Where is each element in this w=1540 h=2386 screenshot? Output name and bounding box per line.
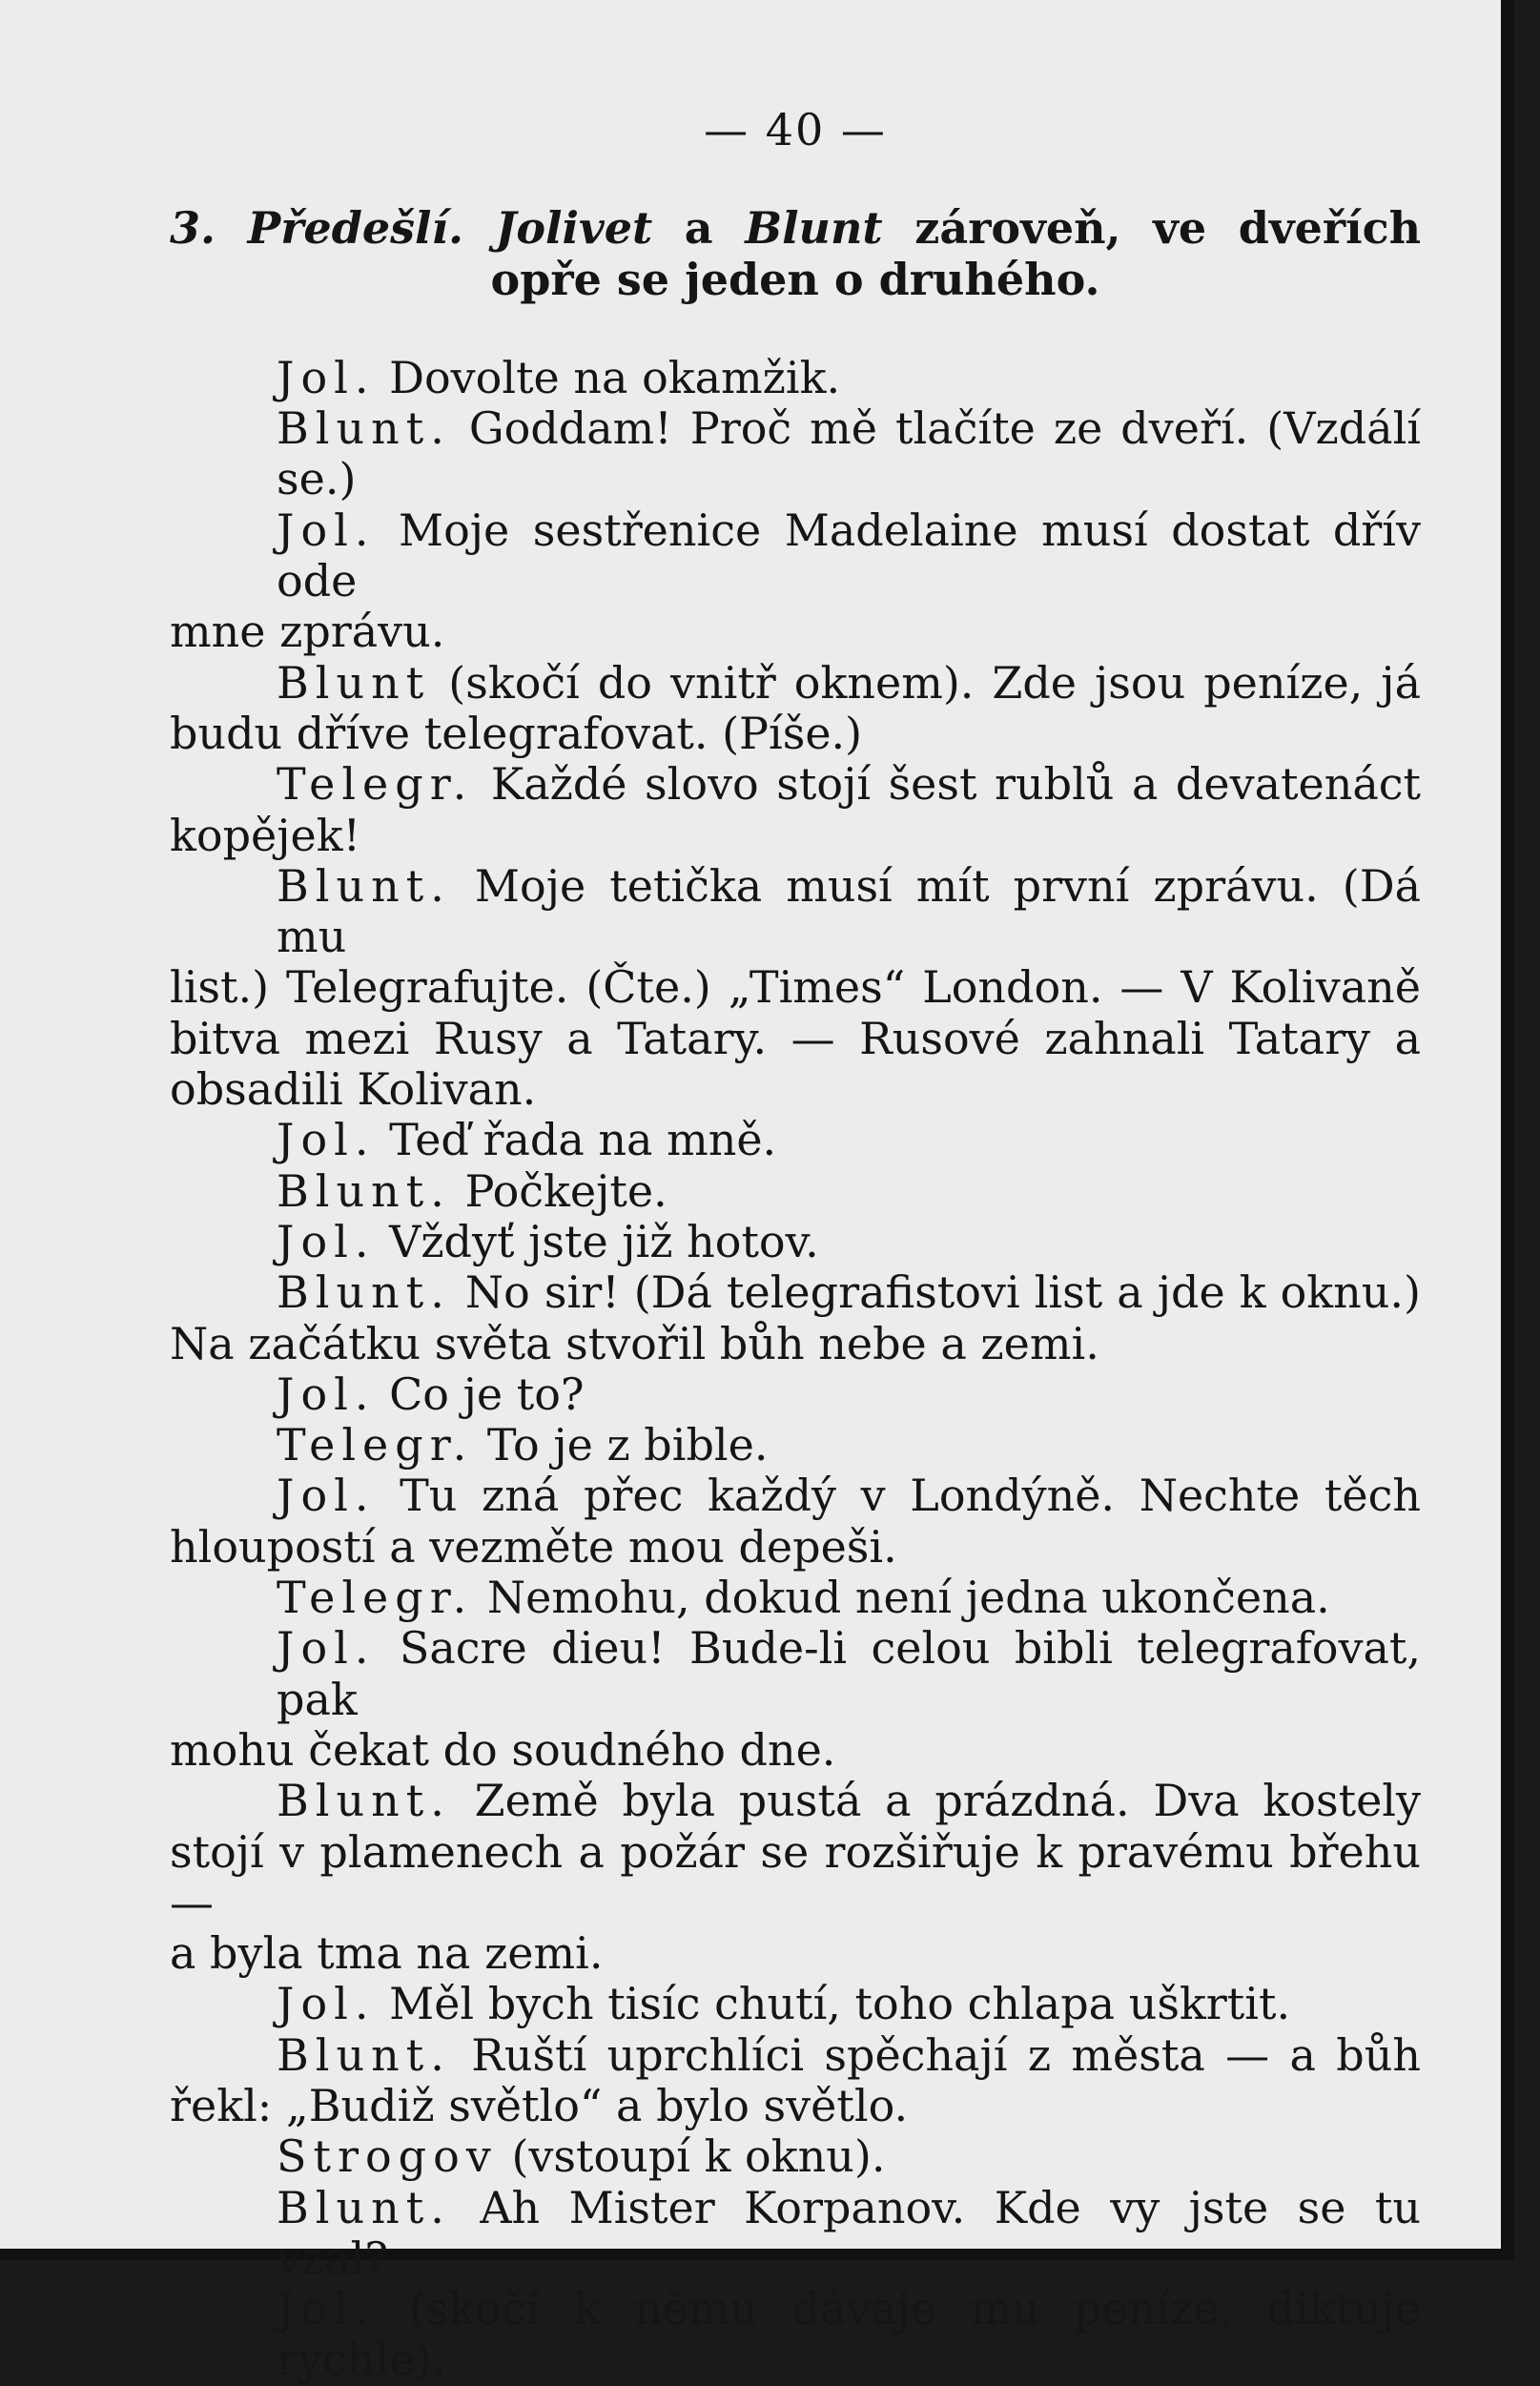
dialogue-line: [170, 709, 1421, 759]
line-text: Ah Mister Korpanov. Kde vy jste se tu vzal?: [277, 2181, 1421, 2284]
line-text: Měl bych tisíc chutí, toho chlapa uškrtit.: [389, 1978, 1291, 2030]
dialogue-line: [170, 1471, 1421, 1521]
speaker-name: Jol.: [277, 1215, 376, 1267]
speaker-name: Telegr.: [277, 1572, 474, 1624]
dialogue-line: [170, 1420, 1421, 1471]
scene-direction-2: jeden o druhého.: [685, 253, 1100, 305]
dialogue-line: [170, 658, 1421, 709]
line-text: Každé slovo stojí šest rublů a devatenáct: [490, 758, 1422, 811]
speaker-name: Jol.: [277, 2283, 376, 2335]
scene-number: 3.: [170, 202, 216, 255]
dialogue-line: [170, 2081, 1421, 2131]
speaker-name: Telegr.: [277, 1419, 474, 1471]
line-text: No sir! (Dá telegrafistovi list a jde k oknu.): [464, 1266, 1421, 1319]
speaker-name: Blunt.: [277, 2028, 451, 2081]
line-text: list.) Telegrafujte. (Čte.) „Times“ London. — V Kolivaně: [170, 961, 1421, 1014]
scene-blunt: Blunt: [745, 202, 883, 255]
dialogue-line: [170, 1014, 1421, 1064]
line-text: Vždyť jste již hotov.: [389, 1215, 819, 1267]
dialogue-line: [170, 1573, 1421, 1623]
speaker-name: Blunt: [277, 656, 431, 709]
dialogue-line: [170, 1267, 1421, 1318]
line-text: obsadili Kolivan.: [170, 1063, 537, 1116]
line-text: (skočí k němu dávaje mu peníze, diktuje rychle).: [277, 2283, 1422, 2386]
dialogue-line: [170, 962, 1421, 1013]
speaker-name: Blunt.: [277, 1164, 451, 1217]
line-text: Goddam! Proč mě tlačíte ze dveří. (Vzdálí se.): [277, 402, 1421, 505]
speaker-name: Blunt.: [277, 1266, 451, 1319]
speaker-name: Blunt.: [277, 1775, 451, 1827]
speaker-name: Jol.: [277, 1978, 376, 2030]
dialogue-line: [170, 1166, 1421, 1217]
dialogue-line: [170, 1115, 1421, 1165]
page-number: — 40 —: [704, 104, 887, 155]
line-text: (vstoupí k oknu).: [511, 2130, 886, 2183]
dialogue-line: [170, 1217, 1421, 1267]
line-text: mohu čekat do soudného dne.: [170, 1723, 836, 1776]
speaker-name: Jol.: [277, 351, 376, 403]
line-text: Moje sestřenice Madelaine musí dostat dřív ode: [277, 504, 1421, 607]
line-text: Dovolte na okamžik.: [389, 351, 841, 403]
scene-jolivet: Jolivet: [495, 202, 653, 255]
dialogue-line: [170, 811, 1421, 861]
dialogue-line: [170, 1827, 1421, 1929]
line-text: Nemohu, dokud není jedna ukončena.: [486, 1572, 1330, 1624]
dialogue-line: [170, 1623, 1421, 1725]
line-text: řekl: „Budiž světlo“ a bylo světlo.: [170, 2079, 909, 2131]
line-text: bitva mezi Rusy a Tatary. — Rusové zahnali Tatary a: [170, 1012, 1421, 1064]
dialogue-line: [170, 759, 1421, 810]
speaker-name: Jol.: [277, 1114, 376, 1166]
line-text: Moje tetička musí mít první zprávu. (Dá mu: [277, 859, 1422, 963]
line-text: Co je to?: [389, 1368, 585, 1420]
line-text: Země byla pustá a prázdná. Dva kostely: [474, 1775, 1421, 1827]
dialogue: [170, 353, 1421, 2386]
line-text: Počkejte.: [464, 1164, 667, 1217]
dialogue-line: [170, 1522, 1421, 1573]
dialogue-line: [170, 1725, 1421, 1776]
line-text: stojí v plamenech a požár se rozšiřuje k pravému břehu —: [170, 1825, 1421, 1928]
dialogue-line: [170, 2284, 1421, 2386]
dialogue-line: [170, 1319, 1421, 1369]
line-text: Teď řada na mně.: [389, 1114, 777, 1166]
line-text: Na začátku světa stvořil bůh nebe a zemi.: [170, 1317, 1099, 1369]
speaker-name: Jol.: [277, 1470, 376, 1522]
speaker-name: Blunt.: [277, 2181, 451, 2233]
line-text: kopějek!: [170, 809, 361, 861]
speaker-name: Jol.: [277, 1368, 376, 1420]
line-text: Sacre dieu! Bude-li celou bibli telegrafovat, pak: [277, 1622, 1422, 1725]
line-text: To je z bible.: [486, 1419, 769, 1471]
speaker-name: Blunt.: [277, 859, 451, 912]
dialogue-line: [170, 2030, 1421, 2081]
dialogue-line: [170, 1776, 1421, 1826]
speaker-name: Strogov: [277, 2130, 498, 2183]
line-text: (skočí do vnitř oknem). Zde jsou peníze, já: [448, 656, 1421, 709]
line-text: hloupostí a vezměte mou depeši.: [170, 1520, 897, 1573]
scene-heading: [170, 203, 1421, 305]
dialogue-line: [170, 505, 1421, 607]
line-text: mne zprávu.: [170, 606, 445, 658]
dialogue-line: [170, 353, 1421, 403]
dialogue-line: [170, 861, 1421, 963]
speaker-name: Jol.: [277, 1622, 376, 1675]
speaker-name: Blunt.: [277, 402, 451, 455]
speaker-name: Telegr.: [277, 758, 474, 811]
scene-direction: zároveň, ve dveřích opře se: [490, 202, 1422, 305]
dialogue-line: [170, 2183, 1421, 2285]
dialogue-line: [170, 1064, 1421, 1115]
dialogue-line: [170, 403, 1421, 505]
scene-predesli: Předešlí.: [247, 202, 463, 255]
text-block: [170, 105, 1421, 2386]
speaker-name: Jol.: [277, 504, 376, 556]
dialogue-line: [170, 1928, 1421, 1979]
line-text: a byla tma na zemi.: [170, 1927, 604, 1980]
dialogue-line: [170, 1979, 1421, 2029]
dialogue-line: [170, 607, 1421, 657]
dialogue-line: [170, 1369, 1421, 1420]
line-text: Tu zná přec každý v Londýně. Nechte těch: [400, 1470, 1421, 1522]
line-text: Ruští uprchlíci spěchají z města — a bůh: [471, 2028, 1421, 2081]
scene-and: a: [684, 202, 713, 255]
line-text: budu dříve telegrafovat. (Píše.): [170, 707, 863, 759]
dialogue-line: [170, 2131, 1421, 2182]
